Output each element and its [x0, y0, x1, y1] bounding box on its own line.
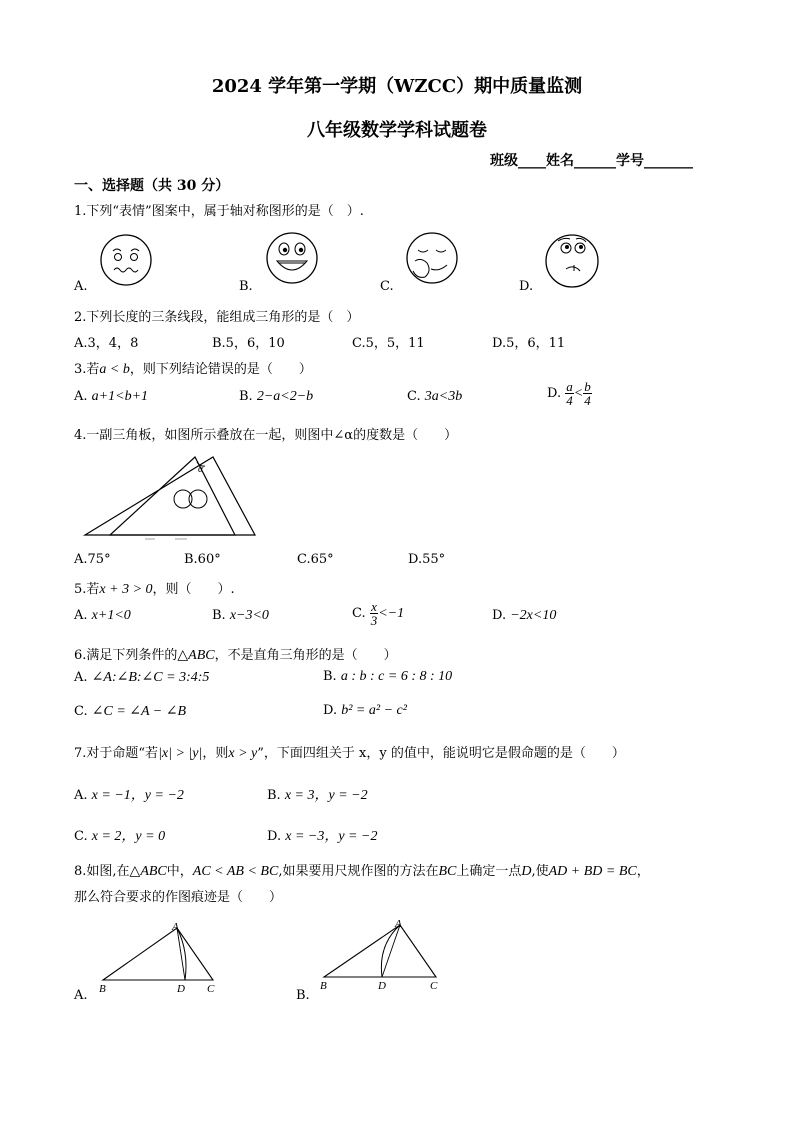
q4-option-c: C.65° — [297, 552, 334, 567]
fig-a-vertex-a: A — [172, 921, 179, 933]
alpha-label: α — [198, 464, 204, 475]
fig-a-vertex-b: B — [99, 983, 106, 995]
fig-a-vertex-c: C — [207, 983, 215, 995]
fig-b-point-d: D — [378, 980, 386, 992]
face-icon-c — [405, 231, 459, 285]
face-icon-d — [544, 233, 600, 289]
q5-option-b: B. x−3<0 — [212, 608, 269, 623]
q3-option-a: A. a+1<b+1 — [74, 389, 149, 404]
q6-stem: 6.满足下列条件的△ABC，不是直角三角形的是（ ） — [74, 648, 397, 663]
section-heading: 一、选择题（共 30 分） — [74, 178, 230, 194]
q8-stem-line2: 那么符合要求的作图痕迹是（ ） — [74, 890, 283, 905]
q7-option-a: A. x = −1，y = −2 — [74, 788, 184, 803]
q7-stem: 7.对于命题“若|x| > |y|，则x > y”，下面四组关于 x，y 的值中，能说明它是假命题的是（ ） — [74, 746, 625, 761]
q1-label-d: D. — [519, 279, 534, 294]
q7-option-b: B. x = 3，y = −2 — [267, 788, 368, 803]
q2-option-a: A.3，4，8 — [74, 336, 139, 351]
set-square-figure — [85, 455, 260, 545]
q8-figure-a — [95, 918, 225, 998]
q3-stem-post: ，则下列结论错误的是（ ） — [129, 362, 312, 377]
q4-option-b: B.60° — [184, 552, 221, 567]
q7-option-c: C. x = 2，y = 0 — [74, 829, 166, 844]
face-icon-b — [265, 231, 319, 285]
fig-b-vertex-b: B — [320, 980, 327, 992]
q7-option-d: D. x = −3，y = −2 — [267, 829, 378, 844]
q6-option-c: C. ∠C = ∠A − ∠B — [74, 704, 187, 719]
q3-stem — [74, 358, 312, 378]
student-info: 班级____姓名______学号_______ — [490, 153, 693, 169]
q3-option-c: C. 3a<3b — [407, 389, 463, 404]
q4-option-a: A.75° — [74, 552, 111, 567]
fig-b-vertex-a: A — [395, 918, 402, 930]
q3-option-b: B. 2−a<2−b — [239, 389, 314, 404]
q5-option-d: D. −2x<10 — [492, 608, 557, 623]
q1-label-a: A. — [74, 279, 88, 294]
fig-b-vertex-c: C — [430, 980, 438, 992]
q4-stem: 4.一副三角板，如图所示叠放在一起，则图中∠α的度数是（ ） — [74, 428, 458, 443]
q6-option-a: A. ∠A:∠B:∠C = 3:4:5 — [74, 670, 210, 685]
q1-stem: 1.下列“表情”图案中，属于轴对称图形的是（ ）. — [74, 204, 364, 219]
q6-option-b: B. a : b : c = 6 : 8 : 10 — [323, 669, 453, 684]
page-title: 2024 学年第一学期（WZCC）期中质量监测 — [211, 76, 583, 97]
q2-option-b: B.5，6，10 — [212, 336, 285, 351]
q8-label-b: B. — [296, 988, 310, 1003]
q8-figure-b — [318, 915, 448, 995]
face-icon-a — [99, 233, 153, 287]
q4-option-d: D.55° — [408, 552, 446, 567]
page-subtitle: 八年级数学学科试题卷 — [307, 120, 487, 141]
q6-option-d: D. b² = a² − c² — [323, 703, 407, 718]
q3-stem-pre: 3.若 — [74, 362, 100, 377]
q2-stem: 2.下列长度的三条线段，能组成三角形的是（ ） — [74, 310, 360, 325]
q1-label-b: B. — [239, 279, 253, 294]
q2-option-c: C.5，5，11 — [352, 336, 425, 351]
q8-label-a: A. — [74, 988, 88, 1003]
q5-option-a: A. x+1<0 — [74, 608, 131, 623]
q2-option-d: D.5，6，11 — [492, 336, 566, 351]
q8-stem-line1: 8.如图,在△ABC中，AC < AB < BC,如果要用尺规作图的方法在BC上确定一点D,使AD + BD = BC， — [74, 864, 650, 879]
q3-option-d: D. $\frac{a}{4}$ < $\frac{b}{4}$ — [547, 379, 591, 408]
q5-option-c: C. $\frac{x}{3}$ <−1 — [352, 599, 405, 628]
fig-a-point-d: D — [177, 983, 185, 995]
q5-stem: 5.若x + 3 > 0，则（ ）. — [74, 582, 235, 597]
q3-stem-math: a < b — [99, 362, 130, 377]
q1-label-c: C. — [380, 279, 394, 294]
